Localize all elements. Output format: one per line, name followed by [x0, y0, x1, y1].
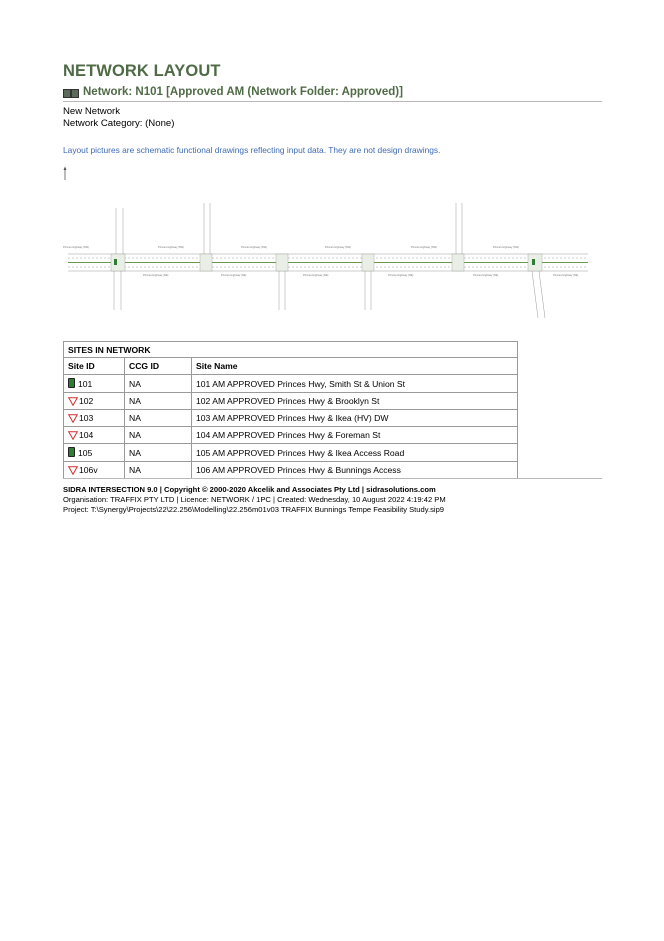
- ccg-id: NA: [125, 375, 192, 393]
- site-id: 102: [79, 396, 94, 406]
- network-category: Network Category: (None): [63, 118, 175, 129]
- ccg-id: NA: [125, 410, 192, 427]
- svg-text:Princes Highway (NE): Princes Highway (NE): [388, 274, 414, 277]
- traffic-signal-icon: [68, 447, 75, 457]
- svg-text:Princes Highway (NE): Princes Highway (NE): [221, 274, 247, 277]
- site-name: 105 AM APPROVED Princes Hwy & Ikea Access Road: [192, 444, 518, 462]
- site-id: 106v: [79, 465, 98, 475]
- ccg-id: NA: [125, 444, 192, 462]
- footer-copyright: SIDRA INTERSECTION 9.0 | Copyright © 2000-2020 Akcelik and Associates Pty Ltd | sidrasolutions.com: [63, 485, 436, 494]
- princes-highway-road: [68, 254, 588, 271]
- north-arrow-icon: [63, 166, 69, 180]
- site-id: 105: [78, 448, 93, 458]
- svg-text:Princes Highway (NE): Princes Highway (NE): [553, 274, 579, 277]
- column-header: CCG ID: [125, 358, 192, 375]
- svg-text:Princes Highway (SW): Princes Highway (SW): [493, 246, 519, 249]
- yield-triangle-icon: [68, 397, 78, 406]
- site-name: 103 AM APPROVED Princes Hwy & Ikea (HV) DW: [192, 410, 518, 427]
- network-icon: [63, 89, 79, 97]
- site-name: 101 AM APPROVED Princes Hwy, Smith St & Union St: [192, 375, 518, 393]
- table-row: [64, 410, 517, 427]
- network-name: New Network: [63, 106, 121, 117]
- network-heading: [63, 86, 602, 102]
- svg-text:Princes Highway (SW): Princes Highway (SW): [411, 246, 437, 249]
- site-name: 104 AM APPROVED Princes Hwy & Foreman St: [192, 427, 518, 444]
- signal-markers: [114, 259, 535, 265]
- page-footer: [63, 478, 602, 515]
- site-name: 102 AM APPROVED Princes Hwy & Brooklyn St: [192, 393, 518, 410]
- svg-text:Princes Highway (NE): Princes Highway (NE): [143, 274, 169, 277]
- column-header: Site ID: [64, 358, 125, 375]
- yield-triangle-icon: [68, 431, 78, 440]
- table-row: [64, 375, 517, 393]
- ccg-id: NA: [125, 462, 192, 479]
- svg-text:Princes Highway (SW): Princes Highway (SW): [158, 246, 184, 249]
- sites-table-title: SITES IN NETWORK: [64, 342, 517, 358]
- ccg-id: NA: [125, 393, 192, 410]
- svg-text:Princes Highway (SW): Princes Highway (SW): [63, 246, 89, 249]
- footer-organisation: Organisation: TRAFFIX PTY LTD | Licence: NETWORK / 1PC | Created: Wednesday, 10 August 2022 4:19:42 PM: [63, 495, 446, 504]
- road-labels: [63, 245, 579, 277]
- site-name: 106 AM APPROVED Princes Hwy & Bunnings Access: [196, 465, 401, 475]
- site-id: 103: [79, 413, 94, 423]
- traffic-signal-icon: [68, 378, 75, 388]
- ccg-id: NA: [125, 427, 192, 444]
- svg-text:Princes Highway (NE): Princes Highway (NE): [303, 274, 329, 277]
- page-title: NETWORK LAYOUT: [63, 62, 221, 80]
- sites-table: [63, 341, 518, 479]
- table-header-row: [64, 358, 517, 375]
- yield-triangle-icon: [68, 466, 78, 475]
- side-streets: [114, 203, 545, 318]
- layout-disclaimer: Layout pictures are schematic functional drawings reflecting input data. They are not design drawings.: [63, 145, 441, 155]
- site-id: 101: [78, 379, 93, 389]
- footer-project-path: Project: T:\Synergy\Projects\22\22.256\Modelling\22.256m01v03 TRAFFIX Bunnings Tempe Feasibility Study.sip9: [63, 505, 445, 514]
- table-row: [64, 444, 517, 462]
- svg-text:Princes Highway (SW): Princes Highway (SW): [325, 246, 351, 249]
- svg-text:Princes Highway (NE): Princes Highway (NE): [473, 274, 499, 277]
- column-header: Site Name: [192, 358, 518, 375]
- table-row: [64, 462, 517, 479]
- network-title: Network: N101 [Approved AM (Network Folder: Approved)]: [83, 86, 403, 98]
- table-row: [64, 393, 517, 410]
- yield-triangle-icon: [68, 414, 78, 423]
- network-layout-drawing: [63, 198, 593, 320]
- svg-text:Princes Highway (SW): Princes Highway (SW): [241, 246, 267, 249]
- table-row: [64, 427, 517, 444]
- site-id: 104: [79, 430, 94, 440]
